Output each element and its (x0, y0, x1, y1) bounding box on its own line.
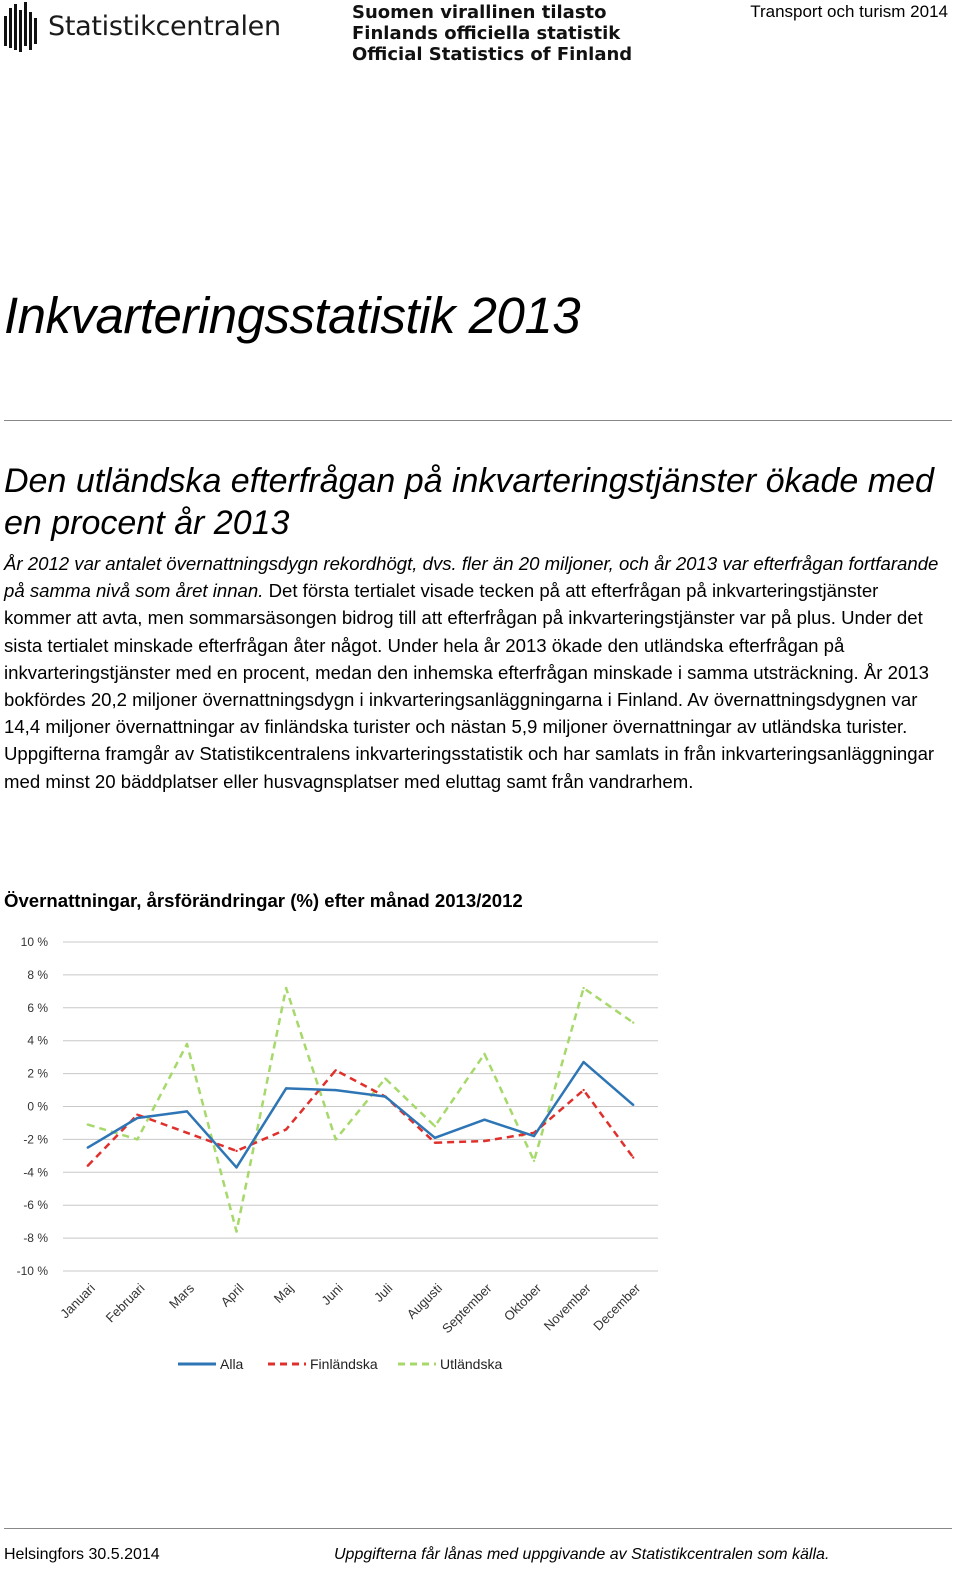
x-tick-label: Februari (102, 1280, 148, 1326)
y-tick-label: 10 % (20, 935, 48, 949)
x-tick-label: Juli (371, 1280, 396, 1305)
y-tick-label: 8 % (27, 967, 48, 982)
data-point (483, 1053, 485, 1055)
x-tick-label: Oktober (500, 1280, 545, 1324)
official-line-fi: Suomen virallinen tilasto (352, 2, 607, 23)
x-tick-label: November (540, 1280, 594, 1334)
footer-source-note: Uppgifterna får lånas med uppgivande av Statistikcentralen som källa. (334, 1546, 830, 1563)
data-point (235, 1150, 237, 1152)
y-tick-label: -2 % (23, 1132, 48, 1147)
data-point (136, 1138, 138, 1140)
data-point (632, 1156, 634, 1158)
data-point (483, 1140, 485, 1142)
legend-item-alla (178, 1356, 244, 1372)
data-point (533, 1160, 535, 1162)
data-point (582, 987, 584, 989)
y-tick-label: 0 % (27, 1099, 48, 1114)
data-point (285, 1087, 287, 1089)
body-rest: Det första tertialet visade tecken på att efterfrågan på inkvarteringstjänster kommer att avta, men sommarsäsongen bidrog till att efterfrågan på inkvarteringstjänster var på plus. Under det sista tertialet minskade efterfrågan åter något. Under hela år 2013 ökade den utländska efterfrågan på inkvarteringstjänster med en procent, medan den inhemska efterfrågan minskade i samma utsträckning. År 2013 bokfördes 20,2 miljoner övernattningsdygn i inkvarteringsanläggningarna i Finland. Av övernattningsdygnen var 14,4 miljoner övernattningar av finländska turister och nästan 5,9 miljoner övernattningar av utländska turister. Uppgifterna framgår av Statistikcentralens inkvarteringsstatistik och har samlats in från inkvarteringsanläggningar med minst 20 bäddplatser eller husvagnsplatser med eluttag samt från vandrarhem. (4, 580, 935, 792)
legend-label: Finländska (310, 1356, 378, 1372)
data-point (582, 1061, 584, 1063)
y-tick-label: -10 % (16, 1264, 48, 1278)
data-point (87, 1146, 89, 1148)
y-tick-label: -4 % (23, 1165, 48, 1180)
data-point (632, 1104, 634, 1106)
data-point (87, 1123, 89, 1125)
data-point (434, 1141, 436, 1143)
data-point (434, 1137, 436, 1139)
body-paragraph (4, 550, 949, 795)
legend-label: Utländska (440, 1356, 503, 1372)
data-point (235, 1230, 237, 1232)
data-point (582, 1089, 584, 1091)
data-point (384, 1077, 386, 1079)
data-point (335, 1089, 337, 1091)
legend-item-utländska (398, 1356, 502, 1372)
data-point (384, 1095, 386, 1097)
title-divider (4, 420, 952, 421)
chart-title: Övernattningar, årsförändringar (%) efter månad 2013/2012 (4, 890, 523, 911)
data-point (186, 1132, 188, 1134)
logo (4, 2, 281, 54)
data-point (434, 1125, 436, 1127)
x-tick-label: Januari (57, 1280, 98, 1322)
footer-divider (4, 1528, 952, 1529)
data-point (632, 1021, 634, 1023)
series-line-finländska (88, 1070, 633, 1165)
data-point (186, 1043, 188, 1045)
official-line-sv: Finlands officiella statistik (352, 23, 621, 44)
x-tick-label: Maj (270, 1280, 297, 1306)
data-point (335, 1069, 337, 1071)
legend-item-finländska (268, 1356, 378, 1372)
line-chart (0, 925, 700, 1395)
y-tick-label: 4 % (27, 1033, 48, 1048)
legend-label: Alla (220, 1356, 244, 1372)
data-point (285, 1128, 287, 1130)
statistikcentralen-logo-icon (4, 2, 38, 54)
data-point (483, 1118, 485, 1120)
page-title: Inkvarteringsstatistik 2013 (4, 287, 581, 344)
data-point (186, 1110, 188, 1112)
x-tick-label: Juni (318, 1280, 346, 1308)
data-point (285, 987, 287, 989)
data-point (533, 1135, 535, 1137)
subtitle: Den utländska efterfrågan på inkvarteringstjänster ökade med en procent år 2013 (4, 462, 934, 542)
official-statistics-label (352, 2, 632, 65)
x-tick-label: April (217, 1280, 247, 1310)
data-point (87, 1165, 89, 1167)
footer-place-date: Helsingfors 30.5.2014 (4, 1546, 160, 1563)
x-tick-label: Augusti (403, 1280, 445, 1322)
x-tick-label: September (439, 1280, 495, 1337)
data-point (136, 1114, 138, 1116)
data-point (235, 1166, 237, 1168)
series-label: Transport och turism 2014 (750, 2, 948, 21)
x-tick-label: December (590, 1280, 644, 1334)
logo-text: Statistikcentralen (48, 10, 281, 42)
official-line-en: Official Statistics of Finland (352, 44, 633, 65)
y-tick-label: 2 % (27, 1066, 48, 1081)
body-lead: År 2012 var antalet övernattningsdygn rekordhögt, dvs. fler än 20 miljoner, och år 2013 var efterfrågan fortfarande på samma nivå som året innan. (4, 553, 939, 602)
data-point (136, 1117, 138, 1119)
y-tick-label: 6 % (27, 1000, 48, 1015)
y-tick-label: -8 % (23, 1231, 48, 1246)
data-point (335, 1138, 337, 1140)
x-tick-label: Mars (166, 1280, 198, 1312)
y-tick-label: -6 % (23, 1198, 48, 1213)
